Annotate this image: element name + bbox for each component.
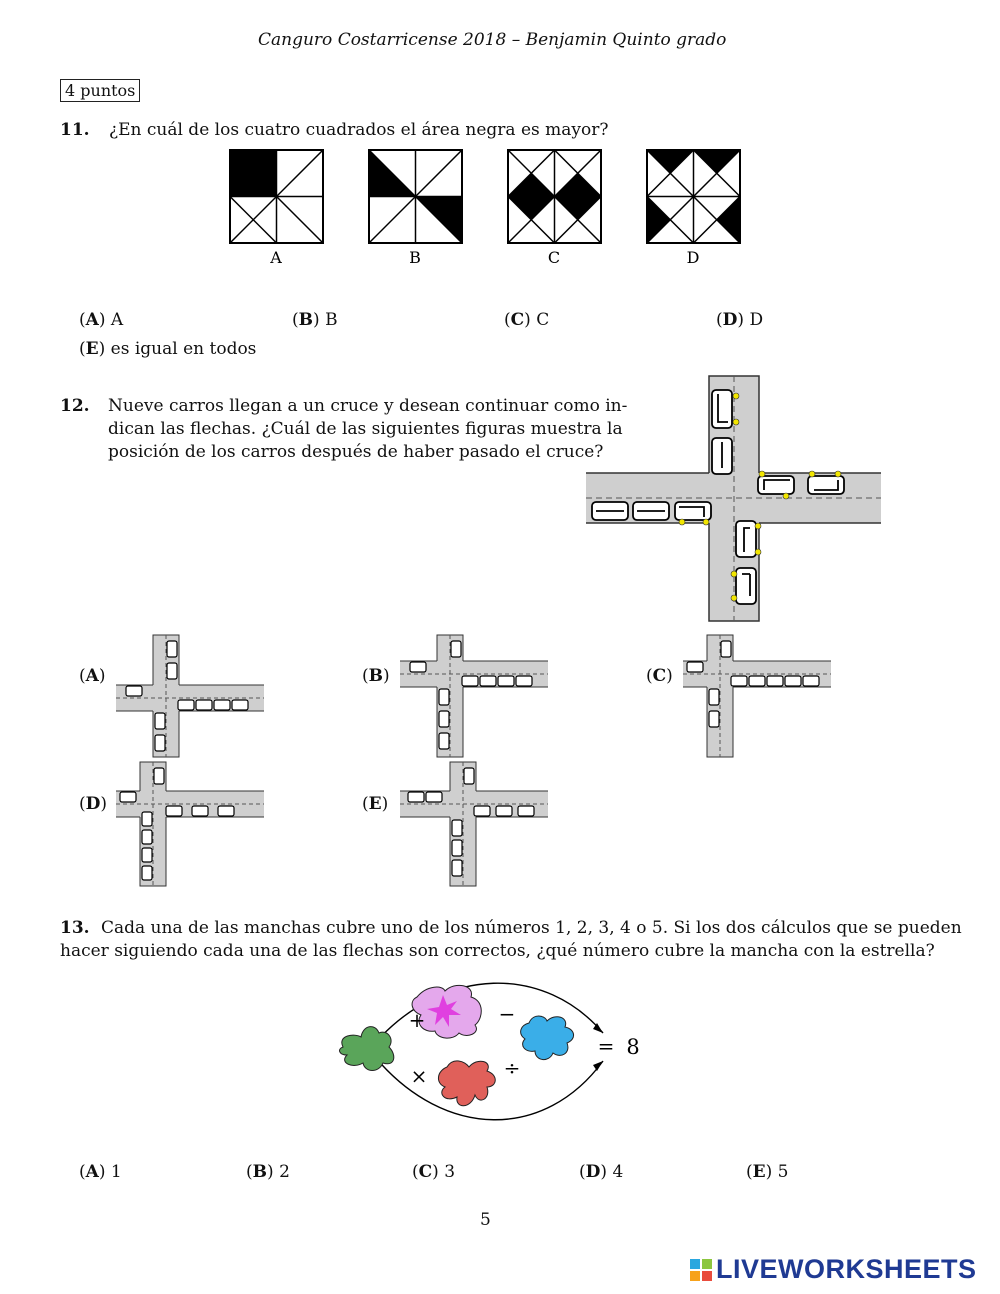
q12-option-b[interactable]: (B) [362,666,390,686]
question-number: 13. [60,918,90,938]
q11-option-b[interactable]: (B) B [292,310,338,330]
option-key: E [85,339,99,359]
question-12-line-3: posición de los carros después de haber pasado el cruce? [108,442,604,462]
q12-option-e[interactable]: (E) [362,794,389,814]
q12-figure-b [400,635,548,757]
option-text: B [325,310,338,330]
question-12-line-1: Nueve carros llegan a un cruce y desean continuar como in- [108,396,628,416]
q12-option-c[interactable]: (C) [646,666,673,686]
question-12-number [60,396,90,416]
q11-squares-figure [229,150,749,270]
q12-figure-e [400,762,548,886]
option-key: E [368,794,382,814]
q13-option-a[interactable]: (A) 1 [79,1162,122,1182]
plus-sign: + [408,1008,426,1032]
option-text: 4 [612,1162,624,1182]
minus-sign: − [498,1002,516,1026]
option-key: D [85,794,101,814]
equals-sign: = [597,1034,615,1058]
square-a [230,150,323,243]
square-b [369,150,462,243]
question-text-line-1: Cada una de las manchas cubre uno de los números 1, 2, 3, 4 o 5. Si los dos cálculos que se pueden [100,918,962,938]
question-13-line-1 [60,918,962,938]
times-sign: × [410,1064,428,1088]
blue-blob [521,1016,574,1060]
option-text: es igual en todos [110,339,257,359]
question-number: 11. [60,120,90,140]
question-number: 12. [60,396,90,416]
q13-option-e[interactable]: (E) 5 [746,1162,789,1182]
red-blob [438,1061,495,1106]
divide-sign: ÷ [503,1056,521,1080]
points-box: 4 puntos [60,79,140,102]
question-11 [60,120,609,140]
q13-option-b[interactable]: (B) 2 [246,1162,290,1182]
option-key: C [418,1162,433,1182]
option-key: B [252,1162,268,1182]
green-blob [340,1027,394,1071]
page-header: Canguro Costarricense 2018 – Benjamin Quinto grado [258,30,727,50]
q13-blob-diagram [335,975,655,1120]
option-text: A [110,310,124,330]
option-key: D [585,1162,601,1182]
q12-figure-d [116,762,264,886]
q13-option-c[interactable]: (C) 3 [412,1162,456,1182]
option-key: B [298,310,314,330]
question-12-line-2: dican las flechas. ¿Cuál de las siguientes figuras muestra la [108,419,623,439]
option-key: C [652,666,667,686]
liveworksheets-logo[interactable] [690,1254,977,1285]
square-d [647,150,740,243]
option-key: A [85,310,99,330]
square-label: B [409,248,421,267]
option-key: C [510,310,525,330]
square-c [508,150,601,243]
question-text: ¿En cuál de los cuatro cuadrados el área negra es mayor? [108,120,609,140]
option-key: A [85,1162,99,1182]
logo-icon [690,1259,712,1281]
q12-figure-a [116,635,264,757]
option-text: 1 [110,1162,122,1182]
option-text: 5 [777,1162,789,1182]
square-label: C [547,248,561,267]
q12-option-d[interactable]: (D) [79,794,108,814]
square-label: D [686,248,700,267]
page-number: 5 [480,1210,491,1230]
q11-option-c[interactable]: (C) C [504,310,550,330]
q13-option-d[interactable]: (D) 4 [579,1162,624,1182]
logo-text: LIVEWORKSHEETS [716,1254,977,1284]
q11-option-a[interactable]: (A) A [79,310,124,330]
square-label: A [270,248,282,267]
option-text: C [536,310,550,330]
q11-option-d[interactable]: (D) D [716,310,764,330]
option-key: A [85,666,99,686]
option-key: D [722,310,738,330]
option-text: 3 [444,1162,456,1182]
option-key: E [752,1162,766,1182]
q12-figure-c [683,635,831,757]
option-key: B [368,666,384,686]
q12-intersection-figure [586,376,881,621]
option-text: 2 [279,1162,290,1182]
q11-option-e[interactable]: (E) es igual en todos [79,339,257,359]
result-value: 8 [626,1035,640,1059]
option-text: D [749,310,764,330]
question-13-line-2: hacer siguiendo cada una de las flechas son correctos, ¿qué número cubre la mancha con la estrella? [60,941,935,961]
q12-option-a[interactable]: (A) [79,666,106,686]
